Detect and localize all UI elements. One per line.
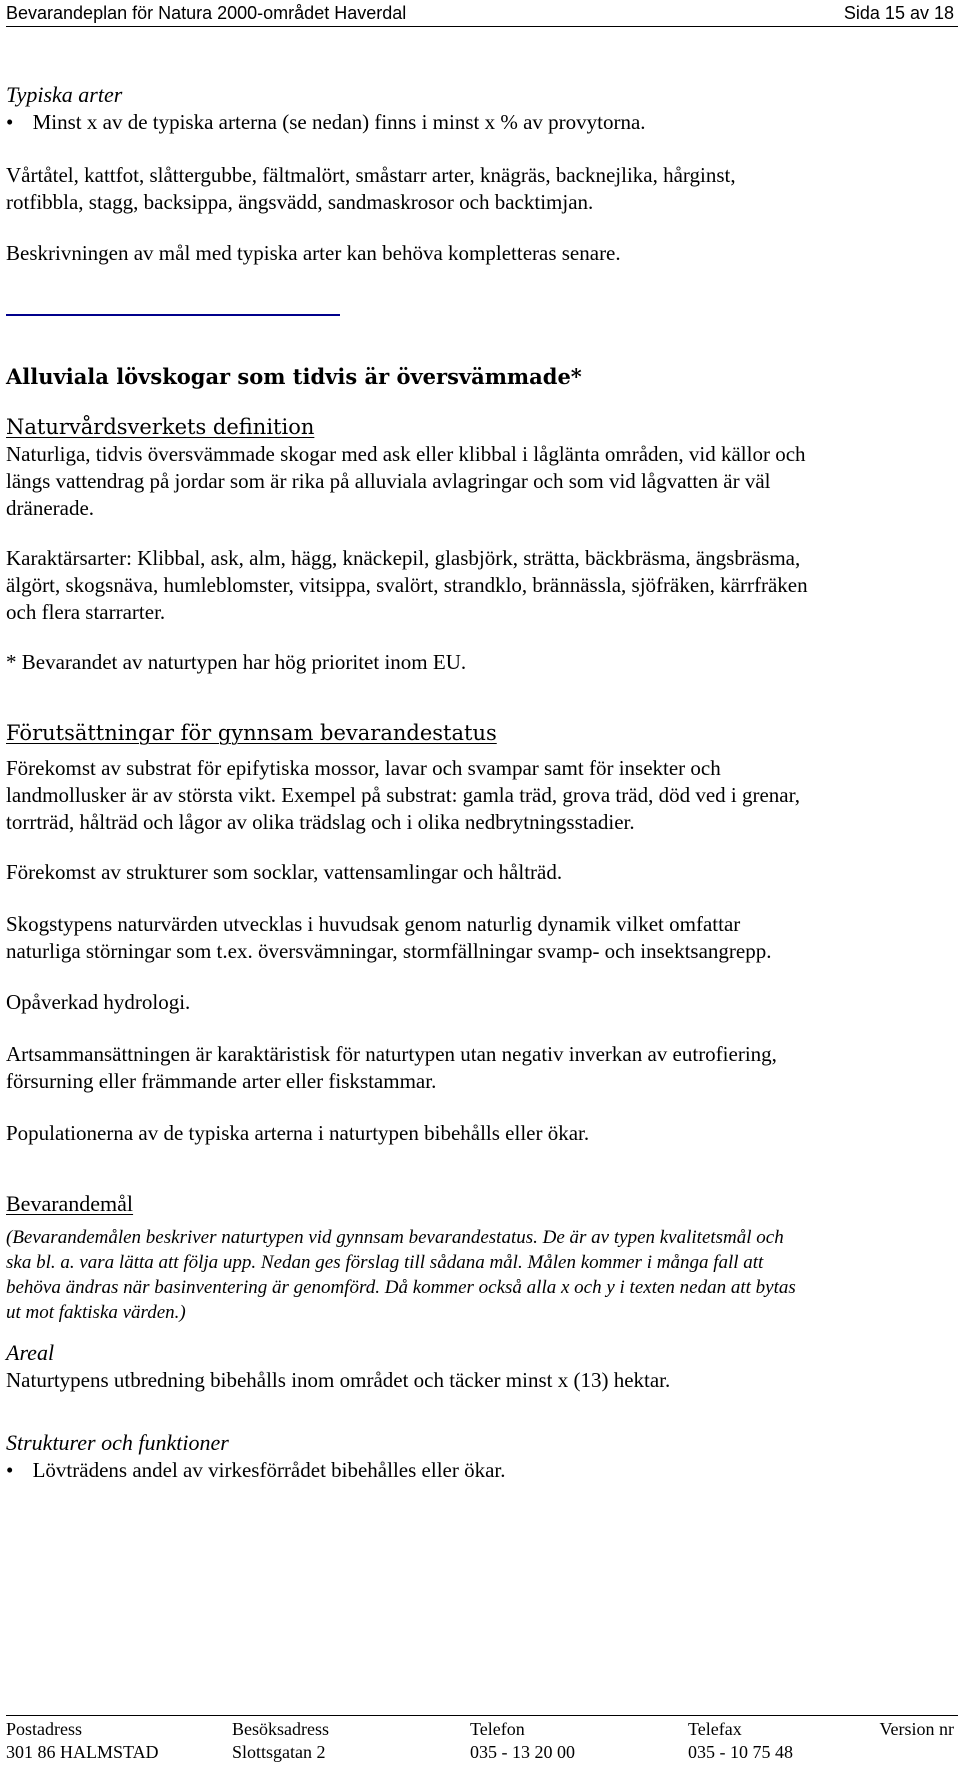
forutsattningar-p1-line-2: landmollusker är av största vikt. Exempel på substrat: gamla träd, grova träd, död ved i grenar, — [6, 783, 801, 807]
footer-postadress-label: Postadress — [6, 1719, 82, 1739]
priority-note: * Bevarandet av naturtypen har hög prioritet inom EU. — [6, 650, 467, 674]
footer-telefon: 035 - 13 20 00 — [470, 1742, 575, 1762]
bevarandemal-note-line-2: ska bl. a. vara lätta att följa upp. Nedan ges förslag till sådana mål. Målen kommer i många fall att — [6, 1252, 764, 1273]
karaktarsarter-line-2: älgört, skogsnäva, humleblomster, vitsippa, svalört, strandklo, brännässla, sjöfräken, kärrfräken — [6, 573, 808, 597]
forutsattningar-p3-line-1: Skogstypens naturvärden utvecklas i huvudsak genom naturlig dynamik vilket omfattar — [6, 912, 741, 936]
forutsattningar-p5-line-2: försurning eller främmande arter eller fiskstammar. — [6, 1069, 437, 1093]
forutsattningar-p1-line-3: torrträd, hålträd och lågor av olika trädslag och i olika nedbrytningsstadier. — [6, 810, 635, 834]
forutsattningar-p6: Populationerna av de typiska arterna i naturtypen bibehålls eller ökar. — [6, 1121, 590, 1145]
definition-line-1: Naturliga, tidvis översvämmade skogar med ask eller klibbal i låglänta områden, vid källor och — [6, 442, 806, 466]
definition-line-3: dränerade. — [6, 496, 95, 520]
bevarandemal-note-line-3: behöva ändras när basinventering är genomförd. Då kommer också alla x och y i texten nedan att bytas — [6, 1277, 796, 1298]
header-rule — [6, 26, 958, 27]
bevarandemal-heading: Bevarandemål — [6, 1191, 134, 1216]
typiska-arter-note: Beskrivningen av mål med typiska arter kan behöva kompletteras senare. — [6, 241, 621, 265]
bevarandemal-note-line-1: (Bevarandemålen beskriver naturtypen vid gynnsam bevarandestatus. De är av typen kvalitetsmål och — [6, 1227, 784, 1248]
forutsattningar-p3-line-2: naturliga störningar som t.ex. översvämningar, stormfällningar svamp- och insektsangrepp. — [6, 939, 772, 963]
karaktarsarter-line-3: och flera starrarter. — [6, 600, 166, 624]
forutsattningar-p5-line-1: Artsammansättningen är karaktäristisk för naturtypen utan negativ inverkan av eutrofiering, — [6, 1042, 777, 1066]
forutsattningar-heading: Förutsättningar för gynnsam bevarandestatus — [6, 721, 497, 745]
forutsattningar-p1-line-1: Förekomst av substrat för epifytiska mossor, lavar och svampar samt för insekter och — [6, 756, 721, 780]
bevarandemal-note-line-4: ut mot faktiska värden.) — [6, 1302, 186, 1323]
definition-heading: Naturvårdsverkets definition — [6, 415, 315, 439]
typiska-arter-bullet — [6, 108, 646, 137]
section-separator — [6, 314, 340, 316]
footer-besoksadress: Slottsgatan 2 — [232, 1742, 326, 1762]
footer-version-label: Version nr — [879, 1719, 954, 1739]
areal-heading: Areal — [6, 1340, 55, 1365]
section-title: Alluviala lövskogar som tidvis är översvämmade* — [6, 364, 582, 389]
strukturer-bullet — [6, 1456, 506, 1485]
areal-text: Naturtypens utbredning bibehålls inom området och täcker minst x (13) hektar. — [6, 1368, 671, 1392]
footer-telefax-label: Telefax — [688, 1719, 742, 1739]
species-line-2: rotfibbla, stagg, backsippa, ängsvädd, sandmaskrosor och backtimjan. — [6, 190, 594, 214]
header-title: Bevarandeplan för Natura 2000-området Haverdal — [6, 3, 407, 23]
footer-telefax: 035 - 10 75 48 — [688, 1742, 793, 1762]
footer-rule — [6, 1715, 958, 1716]
footer-postadress: 301 86 HALMSTAD — [6, 1742, 159, 1762]
forutsattningar-p2: Förekomst av strukturer som socklar, vattensamlingar och hålträd. — [6, 860, 563, 884]
strukturer-heading: Strukturer och funktioner — [6, 1430, 229, 1455]
typiska-arter-bullet-text: Minst x av de typiska arterna (se nedan) finns i minst x % av provytorna. — [32, 110, 646, 134]
strukturer-bullet-text: Lövträdens andel av virkesförrådet bibehålles eller ökar. — [32, 1458, 506, 1482]
species-line-1: Vårtåtel, kattfot, slåttergubbe, fältmalört, småstarr arter, knägräs, backnejlika, hårginst, — [6, 163, 736, 187]
footer-telefon-label: Telefon — [470, 1719, 525, 1739]
bullet-icon: • — [6, 110, 14, 134]
definition-line-2: längs vattendrag på jordar som är rika på alluviala avlagringar och som vid lågvatten är väl — [6, 469, 771, 493]
typiska-arter-heading: Typiska arter — [6, 82, 123, 107]
header-page-number: Sida 15 av 18 — [843, 3, 954, 23]
karaktarsarter-line-1: Karaktärsarter: Klibbal, ask, alm, hägg, knäckepil, glasbjörk, strätta, bäckbräsma, ängsbräsma, — [6, 546, 801, 570]
forutsattningar-p4: Opåverkad hydrologi. — [6, 990, 191, 1014]
bullet-icon: • — [6, 1458, 14, 1482]
footer-besoksadress-label: Besöksadress — [232, 1719, 329, 1739]
